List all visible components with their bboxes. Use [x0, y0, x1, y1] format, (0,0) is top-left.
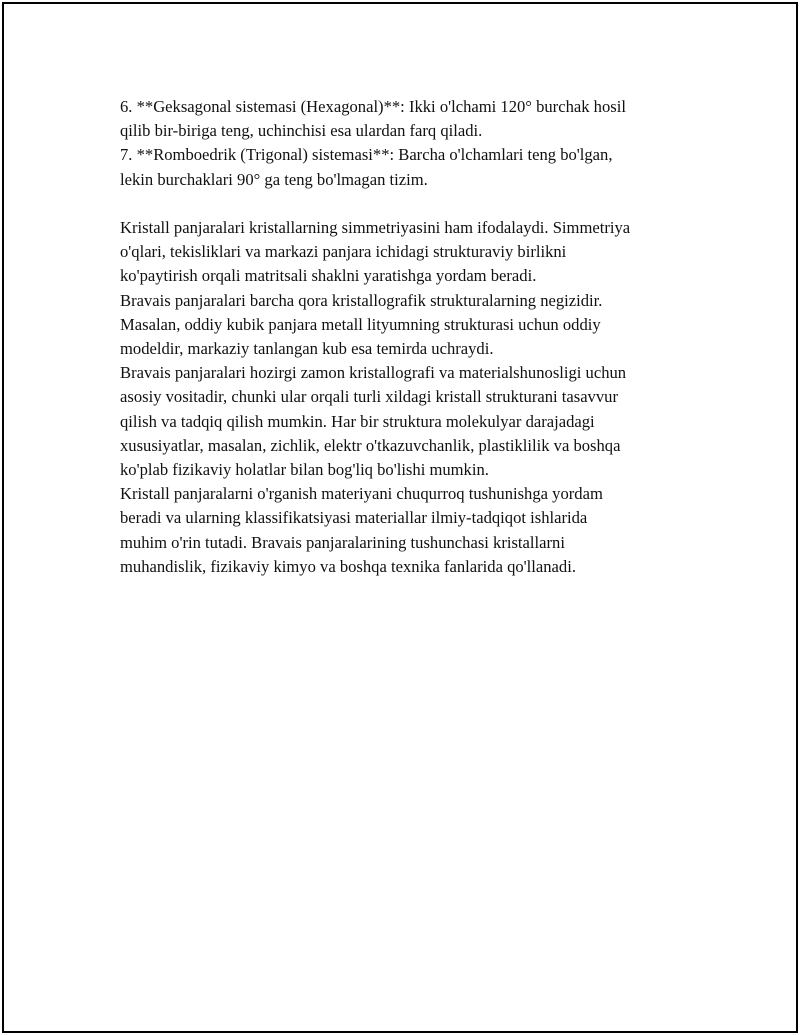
text-line: ko'plab fizikaviy holatlar bilan bog'liq bo'lishi mumkin. — [120, 460, 489, 480]
text-line: modeldir, markaziy tanlangan kub esa temirda uchraydi. — [120, 339, 494, 359]
text-line: ko'paytirish orqali matritsali shaklni yaratishga yordam beradi. — [120, 266, 537, 286]
text-line: qilish va tadqiq qilish mumkin. Har bir struktura molekulyar darajadagi — [120, 411, 595, 431]
text-line: asosiy vositadir, chunki ular orqali turli xildagi kristall strukturani tasavvur — [120, 387, 618, 407]
text-line: Kristall panjaralarni o'rganish materiyani chuqurroq tushunishga yordam — [120, 484, 603, 504]
text-line: muhandislik, fizikaviy kimyo va boshqa texnika fanlarida qo'llanadi. — [120, 556, 576, 576]
text-line: o'qlari, tekisliklari va markazi panjara ichidagi strukturaviy birlikni — [120, 242, 567, 262]
text-line: qilib bir-biriga teng, uchinchisi esa ulardan farq qiladi. — [120, 121, 483, 141]
paragraph-symmetry — [120, 216, 700, 289]
list-item-hexagonal — [120, 95, 700, 143]
text-line: Kristall panjaralari kristallarning simmetriyasini ham ifodalaydi. Simmetriya — [120, 218, 631, 237]
document-body — [120, 95, 700, 579]
text-line: Bravais panjaralari barcha qora kristallografik strukturalarning negizidir. — [120, 290, 603, 310]
text-line: 6. **Geksagonal sistemasi (Hexagonal)**: Ikki o'lchami 120° burchak hosil — [120, 97, 626, 116]
text-line: muhim o'rin tutadi. Bravais panjaralarining tushunchasi kristallarni — [120, 532, 565, 552]
paragraph-bravais-basis — [120, 289, 700, 362]
paragraph-conclusion — [120, 482, 700, 579]
text-line: xususiyatlar, masalan, zichlik, elektr o'tkazuvchanlik, plastiklilik va boshqa — [120, 435, 621, 455]
text-line: 7. **Romboedrik (Trigonal) sistemasi**: Barcha o'lchamlari teng bo'lgan, — [120, 145, 613, 165]
text-line: lekin burchaklari 90° ga teng bo'lmagan tizim. — [120, 169, 428, 189]
text-line: Masalan, oddiy kubik panjara metall lityumning strukturasi uchun oddiy — [120, 314, 601, 334]
paragraph-bravais-tools — [120, 361, 700, 482]
list-item-trigonal — [120, 143, 700, 191]
text-line: Bravais panjaralari hozirgi zamon kristallografi va materialshunosligi uchun — [120, 363, 627, 383]
document-page — [2, 2, 798, 1033]
text-line: beradi va ularning klassifikatsiyasi materiallar ilmiy-tadqiqot ishlarida — [120, 508, 588, 528]
crystal-systems-list — [120, 95, 700, 192]
